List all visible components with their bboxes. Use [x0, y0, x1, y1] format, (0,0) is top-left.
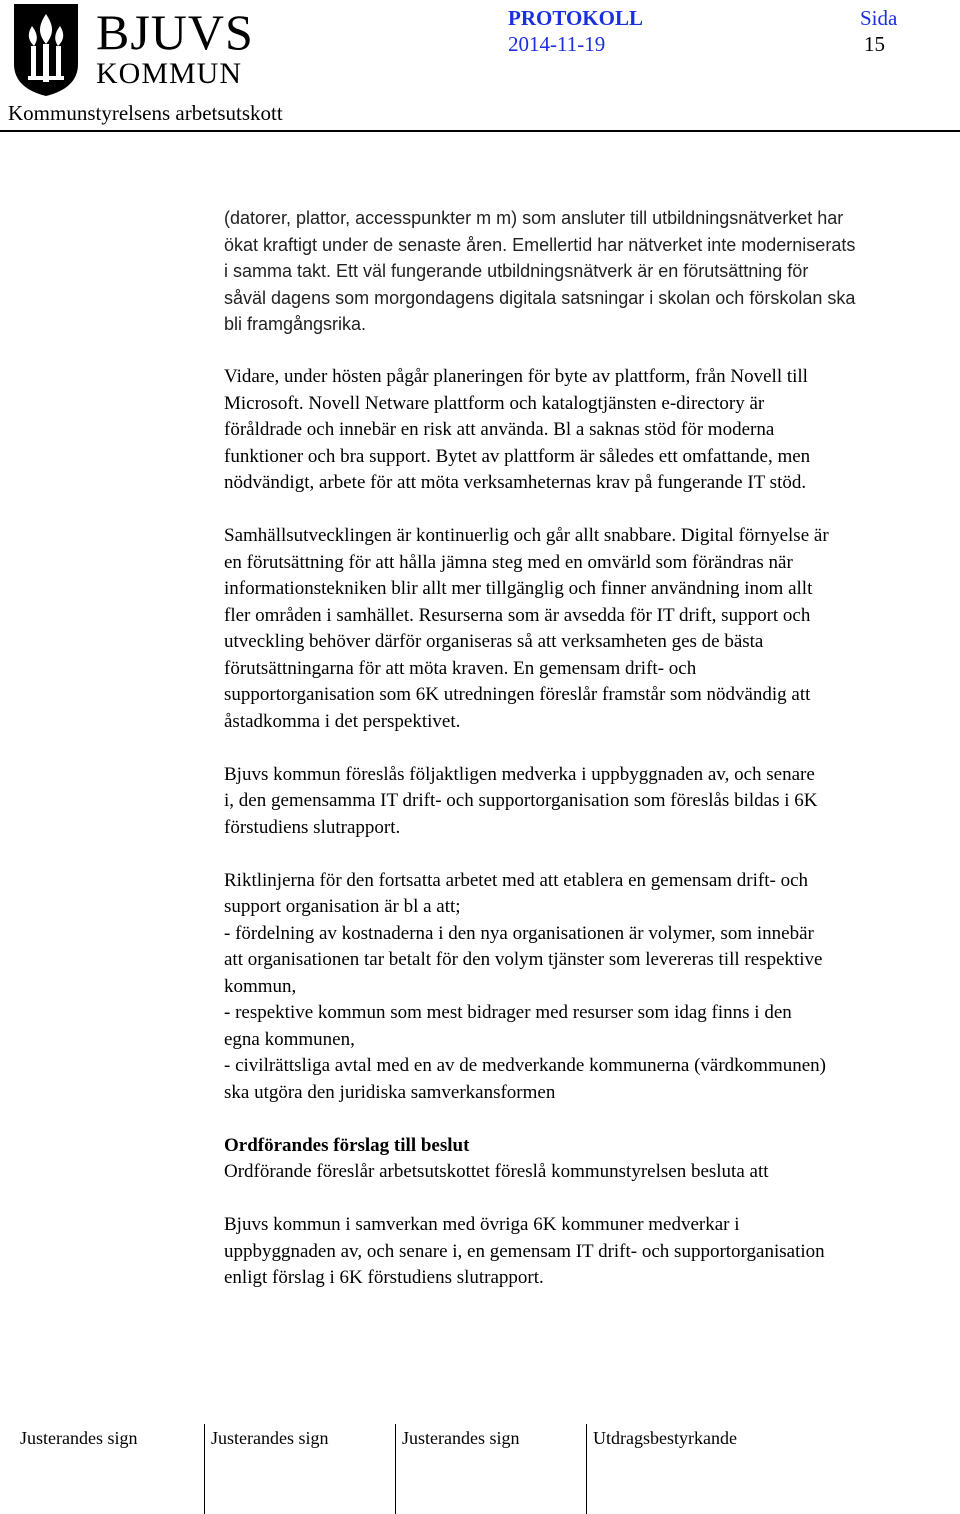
- text-line: ska utgöra den juridiska samverkansformen: [224, 1081, 556, 1103]
- text-line: - civilrättsliga avtal med en av de medverkande kommunerna (värdkommunen): [224, 1055, 826, 1076]
- signature-field-3: Justerandes sign: [402, 1428, 520, 1448]
- paragraph-network: [224, 205, 958, 338]
- text-line: enligt förslag i 6K förstudiens slutrapport.: [224, 1267, 544, 1288]
- logo-name: BJUVS: [96, 4, 254, 60]
- text-line: - fördelning av kostnaderna i den nya organisationen är volymer, som innebär: [224, 922, 814, 944]
- text-line: en förutsättning för att hålla jämna steg med en omvärld som förändras när: [224, 551, 793, 573]
- paragraph-platform: [224, 364, 958, 497]
- text-line: förutsättningarna för att möta kraven. En gemensam drift- och: [224, 657, 697, 679]
- torch-emblem-icon: [8, 4, 84, 96]
- proposal-line: Ordförande föreslår arbetsutskottet föreslå kommunstyrelsen besluta att: [224, 1161, 769, 1182]
- text-line: föråldrade och innebär en risk att använda. Bl a saknas stöd för moderna: [224, 419, 775, 440]
- text-line: ökat kraftigt under de senaste åren. Emellertid har nätverket inte moderniserats: [224, 234, 856, 255]
- certification-field: Utdragsbestyrkande: [593, 1428, 737, 1448]
- text-line: i, den gemensamma IT drift- och supportorganisation som föreslås bildas i 6K: [224, 790, 818, 811]
- text-line: - respektive kommun som mest bidrager med resurser som idag finns i den: [224, 1002, 792, 1023]
- text-line: support organisation är bl a att;: [224, 896, 461, 917]
- paragraph-decision: [224, 1212, 958, 1292]
- text-line: Riktlinjerna för den fortsatta arbetet med att etablera en gemensam drift- och: [224, 869, 809, 891]
- footer-divider: [586, 1424, 587, 1514]
- signature-field-2: Justerandes sign: [211, 1428, 329, 1448]
- text-line: bli framgångsrika.: [224, 314, 367, 334]
- page-number: 15: [864, 32, 885, 56]
- text-line: Microsoft. Novell Netware plattform och katalogtjänsten e-directory är: [224, 392, 765, 414]
- text-line: nödvändigt, arbete för att möta verksamheternas krav på fungerande IT stöd.: [224, 472, 807, 493]
- text-line: Bjuvs kommun i samverkan med övriga 6K kommuner medverkar i: [224, 1214, 740, 1235]
- text-line: funktioner och bra support. Bytet av plattform är således ett omfattande, men: [224, 445, 811, 467]
- text-line: att organisationen tar betalt för den volym tjänster som levereras till respektive: [224, 949, 823, 970]
- municipality-logo: [8, 4, 278, 96]
- text-line: åstadkomma i det perspektivet.: [224, 710, 461, 732]
- footer-divider: [204, 1424, 205, 1514]
- text-line: såväl dagens som morgondagens digitala satsningar i skolan och förskolan ska: [224, 287, 856, 308]
- text-line: i samma takt. Ett väl fungerande utbildningsnätverk är en förutsättning för: [224, 261, 809, 281]
- text-line: Vidare, under hösten pågår planeringen för byte av plattform, från Novell till: [224, 366, 808, 387]
- text-line: kommun,: [224, 975, 297, 997]
- proposal-heading: Ordförandes förslag till beslut: [224, 1134, 470, 1156]
- document-date: 2014-11-19: [508, 32, 606, 56]
- paragraph-guidelines: [224, 868, 958, 1107]
- paragraph-participation: [224, 762, 958, 842]
- page-label: Sida: [860, 6, 898, 30]
- text-line: (datorer, plattor, accesspunkter m m) som ansluter till utbildningsnätverket har: [224, 208, 844, 228]
- text-line: utveckling behöver därför organiseras så att verksamheten ges de bästa: [224, 631, 764, 652]
- header-divider: [0, 130, 960, 132]
- text-line: supportorganisation som 6K utredningen föreslår framstår som nödvändig att: [224, 684, 811, 705]
- signature-footer: [0, 1424, 960, 1514]
- paragraph-proposal: [224, 1133, 958, 1186]
- document-body: [224, 205, 958, 1318]
- text-line: informationstekniken blir allt mer tillgänglig och finner användning inom allt: [224, 578, 813, 599]
- paragraph-digital-renewal: [224, 523, 958, 735]
- committee-name: Kommunstyrelsens arbetsutskott: [8, 101, 283, 125]
- text-line: förstudiens slutrapport.: [224, 816, 401, 838]
- text-line: Samhällsutvecklingen är kontinuerlig och går allt snabbare. Digital förnyelse är: [224, 525, 829, 546]
- footer-divider: [395, 1424, 396, 1514]
- document-type: PROTOKOLL: [508, 6, 643, 30]
- text-line: fler områden i samhället. Resurserna som är avsedda för IT drift, support och: [224, 604, 811, 626]
- text-line: egna kommunen,: [224, 1028, 355, 1050]
- signature-field-1: Justerandes sign: [20, 1428, 138, 1448]
- text-line: Bjuvs kommun föreslås följaktligen medverka i uppbyggnaden av, och senare: [224, 763, 815, 785]
- text-line: uppbyggnaden av, och senare i, en gemensam IT drift- och supportorganisation: [224, 1240, 825, 1262]
- logo-subtitle: KOMMUN: [96, 57, 243, 90]
